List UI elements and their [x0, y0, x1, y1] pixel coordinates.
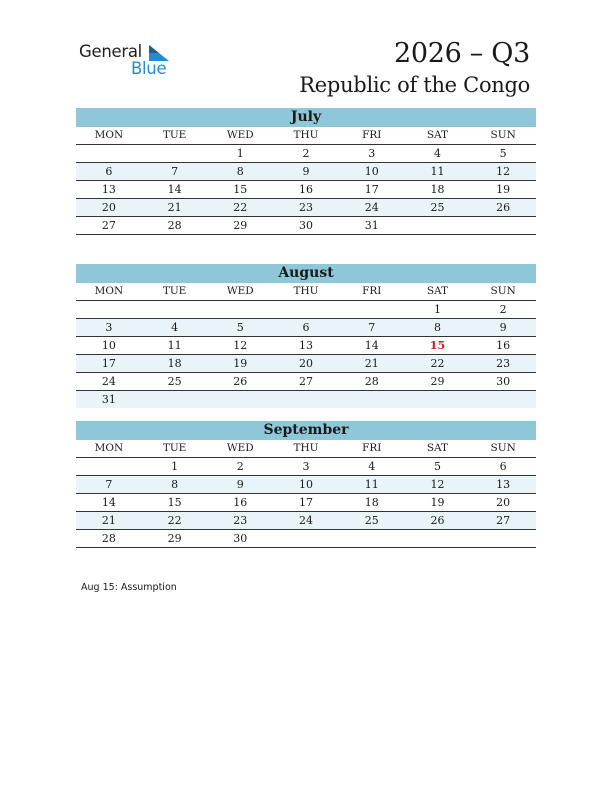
week-row	[76, 512, 536, 530]
day-cell: 5	[433, 460, 441, 473]
day-cell: 22	[233, 201, 248, 214]
weekday-label: SUN	[490, 442, 516, 454]
day-cell: 6	[302, 321, 310, 334]
day-cell: 29	[233, 219, 248, 232]
day-cell: 16	[233, 496, 248, 509]
day-cell: 6	[499, 460, 507, 473]
brand-logo	[79, 42, 179, 82]
week-row	[76, 199, 536, 217]
day-cell: 23	[299, 201, 314, 214]
empty-day-cell	[339, 530, 405, 547]
day-cell: 4	[171, 321, 179, 334]
holiday-notes	[81, 582, 177, 593]
weekday-label: WED	[226, 285, 254, 297]
day-cell: 4	[433, 147, 441, 160]
day-cell: 25	[167, 375, 182, 388]
day-cell: 28	[167, 219, 182, 232]
week-row	[76, 530, 536, 548]
weekday-label: FRI	[362, 285, 382, 297]
weekday-label: THU	[293, 285, 319, 297]
day-cell: 31	[364, 219, 379, 232]
logo-text-blue: Blue	[131, 59, 167, 78]
month-july	[76, 108, 536, 235]
weekday-label: MON	[94, 129, 124, 141]
day-cell: 3	[368, 147, 376, 160]
day-cell: 20	[496, 496, 511, 509]
page-title: 2026 – Q3	[394, 38, 530, 69]
day-cell: 1	[171, 460, 179, 473]
country-name: Republic of the Congo	[299, 73, 530, 97]
day-cell: 22	[430, 357, 445, 370]
week-row	[76, 319, 536, 337]
day-cell: 8	[171, 478, 179, 491]
day-cell: 17	[299, 496, 314, 509]
empty-day-cell	[405, 217, 471, 234]
empty-day-cell	[470, 391, 536, 408]
week-row	[76, 458, 536, 476]
day-cell: 30	[233, 532, 248, 545]
day-cell: 22	[167, 514, 182, 527]
empty-day-cell	[76, 458, 142, 475]
day-cell: 27	[299, 375, 314, 388]
week-row	[76, 373, 536, 391]
day-cell: 16	[496, 339, 511, 352]
day-cell: 20	[101, 201, 116, 214]
day-cell: 2	[302, 147, 310, 160]
day-cell: 4	[368, 460, 376, 473]
day-cell: 21	[364, 357, 379, 370]
week-row	[76, 145, 536, 163]
day-cell: 26	[496, 201, 511, 214]
day-cell: 3	[105, 321, 113, 334]
day-cell: 29	[430, 375, 445, 388]
day-cell: 5	[236, 321, 244, 334]
empty-day-cell	[339, 391, 405, 408]
weekday-label: SUN	[490, 285, 516, 297]
day-cell: 29	[167, 532, 182, 545]
weekday-header-row	[76, 440, 536, 458]
empty-day-cell	[76, 145, 142, 162]
day-cell: 10	[101, 339, 116, 352]
holiday-note: Aug 15: Assumption	[81, 582, 177, 593]
day-cell: 30	[496, 375, 511, 388]
day-cell: 10	[364, 165, 379, 178]
weekday-label: THU	[293, 442, 319, 454]
day-cell: 17	[101, 357, 116, 370]
day-cell: 7	[368, 321, 376, 334]
day-cell: 25	[430, 201, 445, 214]
empty-day-cell	[142, 301, 208, 318]
day-cell: 15	[429, 339, 446, 352]
week-row	[76, 391, 536, 408]
month-september	[76, 421, 536, 548]
weekday-label: SAT	[426, 442, 449, 454]
weekday-label: TUE	[162, 442, 187, 454]
week-row	[76, 181, 536, 199]
week-row	[76, 355, 536, 373]
day-cell: 18	[430, 183, 445, 196]
day-cell: 1	[236, 147, 244, 160]
empty-day-cell	[207, 301, 273, 318]
day-cell: 11	[430, 165, 445, 178]
day-cell: 14	[167, 183, 182, 196]
day-cell: 18	[167, 357, 182, 370]
day-cell: 13	[496, 478, 511, 491]
empty-day-cell	[405, 391, 471, 408]
day-cell: 7	[171, 165, 179, 178]
weekday-label: FRI	[362, 129, 382, 141]
day-cell: 13	[101, 183, 116, 196]
day-cell: 28	[101, 532, 116, 545]
day-cell: 19	[496, 183, 511, 196]
day-cell: 26	[233, 375, 248, 388]
day-cell: 31	[101, 393, 116, 406]
day-cell: 8	[236, 165, 244, 178]
day-cell: 12	[430, 478, 445, 491]
day-cell: 12	[233, 339, 248, 352]
day-cell: 18	[364, 496, 379, 509]
empty-day-cell	[76, 301, 142, 318]
week-row	[76, 217, 536, 235]
day-cell: 9	[302, 165, 310, 178]
empty-day-cell	[142, 391, 208, 408]
day-cell: 11	[167, 339, 182, 352]
day-cell: 3	[302, 460, 310, 473]
day-cell: 15	[167, 496, 182, 509]
day-cell: 14	[101, 496, 116, 509]
weekday-label: SUN	[490, 129, 516, 141]
day-cell: 6	[105, 165, 113, 178]
day-cell: 15	[233, 183, 248, 196]
week-row	[76, 337, 536, 355]
day-cell: 16	[299, 183, 314, 196]
day-cell: 5	[499, 147, 507, 160]
day-cell: 28	[364, 375, 379, 388]
weekday-label: MON	[94, 285, 124, 297]
weekday-label: SAT	[426, 285, 449, 297]
day-cell: 19	[233, 357, 248, 370]
day-cell: 13	[299, 339, 314, 352]
day-cell: 2	[499, 303, 507, 316]
day-cell: 30	[299, 219, 314, 232]
weekday-label: TUE	[162, 129, 187, 141]
empty-day-cell	[142, 145, 208, 162]
day-cell: 11	[364, 478, 379, 491]
day-cell: 1	[433, 303, 441, 316]
empty-day-cell	[470, 217, 536, 234]
empty-day-cell	[273, 301, 339, 318]
day-cell: 24	[101, 375, 116, 388]
weekday-header-row	[76, 127, 536, 145]
weekday-label: TUE	[162, 285, 187, 297]
empty-day-cell	[273, 530, 339, 547]
week-row	[76, 494, 536, 512]
week-row	[76, 476, 536, 494]
day-cell: 25	[364, 514, 379, 527]
empty-day-cell	[339, 301, 405, 318]
day-cell: 24	[364, 201, 379, 214]
day-cell: 27	[101, 219, 116, 232]
empty-day-cell	[405, 530, 471, 547]
day-cell: 17	[364, 183, 379, 196]
day-cell: 2	[236, 460, 244, 473]
day-cell: 23	[496, 357, 511, 370]
day-cell: 8	[433, 321, 441, 334]
day-cell: 9	[499, 321, 507, 334]
week-row	[76, 163, 536, 181]
day-cell: 9	[236, 478, 244, 491]
weekday-label: MON	[94, 442, 124, 454]
day-cell: 7	[105, 478, 113, 491]
day-cell: 14	[364, 339, 379, 352]
weekday-label: FRI	[362, 442, 382, 454]
month-header: July	[76, 108, 536, 127]
month-header: September	[76, 421, 536, 440]
day-cell: 23	[233, 514, 248, 527]
day-cell: 19	[430, 496, 445, 509]
day-cell: 21	[167, 201, 182, 214]
empty-day-cell	[207, 391, 273, 408]
empty-day-cell	[470, 530, 536, 547]
month-header: August	[76, 264, 536, 283]
weekday-label: WED	[226, 129, 254, 141]
weekday-label: SAT	[426, 129, 449, 141]
month-august	[76, 264, 536, 408]
day-cell: 12	[496, 165, 511, 178]
weekday-label: WED	[226, 442, 254, 454]
weekday-label: THU	[293, 129, 319, 141]
day-cell: 27	[496, 514, 511, 527]
weekday-header-row	[76, 283, 536, 301]
day-cell: 26	[430, 514, 445, 527]
day-cell: 21	[101, 514, 116, 527]
week-row	[76, 301, 536, 319]
empty-day-cell	[273, 391, 339, 408]
logo-text-general: General	[79, 42, 142, 61]
day-cell: 24	[299, 514, 314, 527]
day-cell: 20	[299, 357, 314, 370]
day-cell: 10	[299, 478, 314, 491]
